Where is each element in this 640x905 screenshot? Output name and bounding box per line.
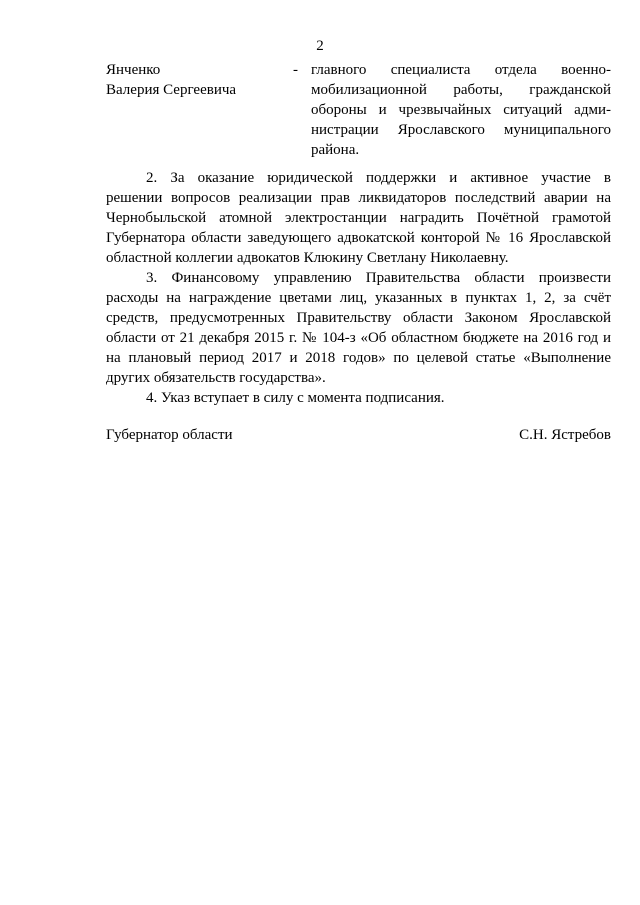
paragraph-line: других обязательств государства».	[106, 370, 326, 386]
paragraph-line: 2. За оказание юридической поддержки и активное участие в	[146, 170, 611, 186]
paragraph-line: области от 21 декабря 2015 г. № 104-з «Об областном бюджете на 2016 год и	[106, 330, 611, 346]
position-line: нистрации Ярославского муниципального	[311, 122, 611, 138]
paragraph-line: на плановый период 2017 и 2018 годов» по целевой статье «Выполнение	[106, 350, 611, 366]
decree-paragraphs	[106, 168, 611, 408]
paragraph-2	[106, 168, 611, 268]
recipient-surname: Янченко	[106, 62, 161, 78]
paragraph-line: средств, предусмотренных Правительству области Законом Ярославской	[106, 310, 611, 326]
paragraph-line: 4. Указ вступает в силу с момента подписания.	[146, 390, 445, 406]
paragraph-line: решении вопросов реализации прав ликвидаторов последствий аварии на	[106, 190, 611, 206]
recipient-name	[106, 60, 286, 100]
signatory-title: Губернатор области	[106, 427, 233, 443]
position-line: обороны и чрезвычайных ситуаций адми-	[311, 102, 611, 118]
position-line: района.	[311, 142, 360, 158]
paragraph-3	[106, 268, 611, 388]
position-line: мобилизационной работы, гражданской	[311, 82, 611, 98]
paragraph-line: Чернобыльской атомной электростанции наградить Почётной грамотой	[106, 210, 611, 226]
recipient-given-names: Валерия Сергеевича	[106, 82, 237, 98]
paragraph-line: 3. Финансовому управлению Правительства области произвести	[146, 270, 611, 286]
paragraph-line: Губернатора области заведующего адвокатской конторой № 16 Ярославской	[106, 230, 611, 246]
signatory-name: С.Н. Ястребов	[519, 427, 611, 443]
paragraph-4	[106, 388, 611, 408]
position-line: главного специалиста отдела военно-	[311, 62, 611, 78]
paragraph-line: расходы на награждение цветами лиц, указанных в пунктах 1, 2, за счёт	[106, 290, 611, 306]
recipient-position	[311, 60, 611, 160]
paragraph-line: областной коллегии адвокатов Клюкину Светлану Николаевну.	[106, 250, 509, 266]
recipient-dash: -	[293, 62, 298, 78]
page-number: 2	[316, 38, 324, 54]
